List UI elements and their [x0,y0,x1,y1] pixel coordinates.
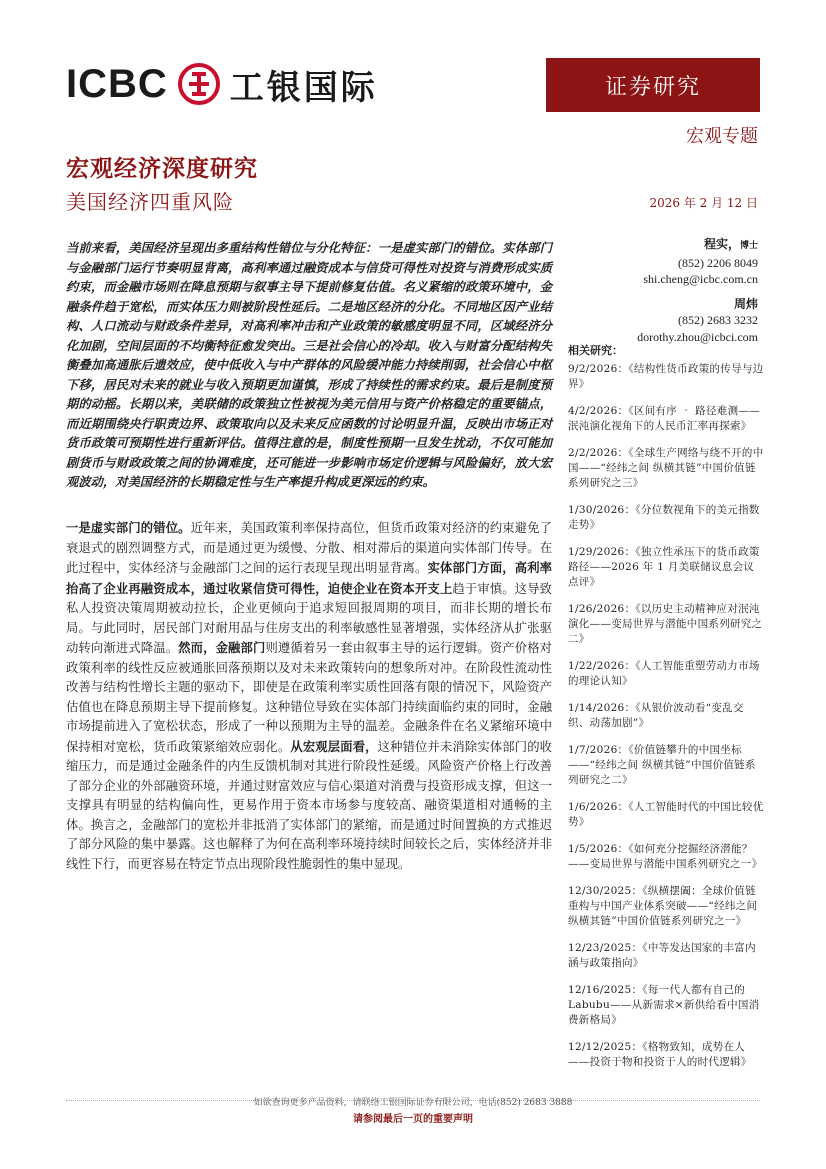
analyst-2-phone: (852) 2683 3232 [678,313,758,327]
analyst-2-name: 周炜 [733,296,758,311]
para-bold-f: 从宏观层面看， [290,738,378,754]
related-research [568,342,764,1082]
analyst-1-email[interactable]: shi.cheng@icbc.com.cn [643,272,758,286]
related-item[interactable]: 12/23/2025：《中等发达国家的丰富内涵与政策指向》 [568,942,756,969]
analyst-2-email[interactable]: dorothy.zhou@icbci.com [637,329,758,344]
executive-summary: 当前来看，美国经济呈现出多重结构性错位与分化特征：一是虚实部门的错位。实体部门与金融部门运行节奏明显背离，高利率通过融资成本与信贷可得性对投资与消费形成实质约束，而金融市场则在降息预期与叙事主导下提前修复估值。名义紧缩的政策环境中，金融条件趋于宽松，而实体压力则被阶段性延后。二是地区经济的分化。不同地区因产业结构、人口流动与财政条件差异，对高利率冲击和产业政策的敏感度明显不同，区域经济分化加剧，空间层面的不均衡特征愈发突出。三是社会信心的冷却。收入与财富分配结构失衡叠加高通胀后遗效应，使中低收入与中产群体的风险缓冲能力持续削弱，社会信心中枢下移，居民对未来的就业与收入预期更加谨慎，形成了持续性的需求约束。最后是制度预期的动摇。长期以来，美联储的政策独立性被视为美元信用与资产价格稳定的重要锚点，而近期围绕央行职责边界、政策取向以及未来反应函数的讨论明显升温，反映出市场正对货币政策可预期性进行重新评估。值得注意的是，制度性预期一旦发生扰动，不仅可能加剧货币与财政政策之间的协调难度，还可能进一步影响市场定价逻辑与风险偏好，放大宏观波动，对美国经济的长期稳定性与生产率提升构成更深远的约束。 [66,240,552,489]
analyst-1-title: 博士 [739,241,758,251]
analyst-contacts [538,236,758,345]
para-lead: 一是虚实部门的错位。 [66,520,191,535]
body-paragraph [66,518,552,874]
report-title: 宏观经济深度研究 [66,155,258,182]
related-item[interactable]: 9/2/2026：《结构性货币政策的传导与边界》 [568,363,764,390]
related-item[interactable]: 12/12/2025：《格物致知，成势在人——投资于物和投资于人的时代逻辑》 [568,1041,752,1068]
related-item[interactable]: 1/30/2026：《分位数视角下的美元指数走势》 [568,504,760,531]
company-logo [66,62,378,106]
related-item[interactable]: 12/16/2025：《每一代人都有自己的 Labubu——从新需求×新供给看中国消费新格局》 [568,984,760,1026]
related-title: 相关研究： [568,344,623,357]
footer-info: 如欲查询更多产品资料，请联络工银国际证券有限公司，电话(852) 2683 3888 [253,1098,573,1108]
icbc-emblem-icon [178,63,220,105]
related-item[interactable]: 12/30/2025：《纵横摆阖：全球价值链重构与中国产业体系突破——“经纬之间 纵横其链”中国价值链系列研究之一》 [568,885,758,927]
related-item[interactable]: 1/7/2026：《价值链攀升的中国坐标——“经纬之间 纵横其链”中国价值链系列研究之二》 [568,744,756,786]
section-banner: 证券研究 [546,58,760,112]
related-item[interactable]: 4/2/2026：《区间有序 ‧ 路径难测——泯沌演化视角下的人民币汇率再探索》 [568,405,760,432]
related-item[interactable]: 1/14/2026：《从银价波动看“变乱交织、动荡加剧”》 [568,702,744,729]
related-item[interactable]: 1/26/2026：《以历史主动精神应对泯沌演化——变局世界与潜能中国系列研究之二》 [568,603,763,645]
para-text-e: 则遵循着另一套由叙事主导的运行逻辑。资产价格对政策利率的线性反应被通胀回落预期以及对未来政策转向的想象所对冲。在阶段性流动性改善与结构性增长主题的驱动下，即使是在政策利率实质性回落有限的情况下，风险资产估值也在降息预期主导下提前修复。这种错位导致在实体部门持续面临约束的同时，金融市场提前进入了宽松状态，形成了一种以预期为主导的温差。金融条件在名义紧缩环境中保持相对宽松，货币政策紧缩效应弱化。 [66,641,552,754]
analyst-1-phone: (852) 2206 8049 [678,255,758,270]
para-text-a: 近年来，美国政策利率保持高位，但货币政策对经济的约束避免了衰退式的剧烈调整方式，而是通过更为缓慢、分散、相对滞后的渠道向实体部门传导。在此过程中，实体经济与金融部门之间的运行表现呈现出明显背离。 [66,521,552,575]
report-date: 2026 年 2 月 12 日 [649,196,758,210]
related-item[interactable]: 1/22/2026：《人工智能重塑劳动力市场的理论认知》 [568,660,760,687]
analyst-1-name: 程实， [703,237,740,251]
para-bold-b: 实体部门方面，高利率抬高了企业再融资成本，通过收紧信贷可得性，迫使企业在资本开支上 [66,560,552,596]
related-item[interactable]: 1/5/2026：《如何充分挖掘经济潜能？——变局世界与潜能中国系列研究之一》 [568,843,763,870]
logo-cn-text: 工银国际 [229,67,378,108]
para-text-c: 趋于审慎。这导致私人投资决策周期被动拉长，企业更倾向于追求短回报周期的项目，而非长期的增长布局。与此同时，居民部门对耐用品与住房支出的利率敏感性显著增强，实体经济从扩张驱动转向渐进式降温。 [66,581,552,655]
report-subtitle: 美国经济四重风险 [66,190,234,214]
related-item[interactable]: 2/2/2026：《全球生产网络与绕不开的中国——“经纬之间 纵横其链”中国价值链系列研究之三》 [568,447,764,489]
para-bold-d: 然而，金融部门 [178,640,266,655]
report-topic: 宏观专题 [686,126,758,147]
logo-en-text: ICBC [66,61,168,106]
related-item[interactable]: 1/6/2026：《人工智能时代的中国比较优势》 [568,801,764,828]
analyst-name [538,236,758,255]
related-item[interactable]: 1/29/2026：《独立性承压下的货币政策路径——2026 年 1 月美联储议息会议点评》 [568,546,760,588]
footer-declaration[interactable]: 请参阅最后一页的重要声明 [353,1114,473,1125]
para-text-g: 这种错位并未消除实体部门的收缩压力，而是通过金融条件的内生反馈机制对其进行阶段性延缓。风险资产价格上行改善了部分企业的外部融资环境，并通过财富效应与信心渠道对消费与投资形成支撑，但这一支撑具有明显的结构偏向性，更易作用于资本市场参与度较高、融资渠道相对通畅的主体。换言之，金融部门的宽松并非抵消了实体部门的紧缩，而是通过时间置换的方式推迟了部分风险的集中暴露。这也解释了为何在高利率环境持续时间较长之后，实体经济并非线性下行，而更容易在特定节点出现阶段性脆弱性的集中显现。 [66,739,552,871]
